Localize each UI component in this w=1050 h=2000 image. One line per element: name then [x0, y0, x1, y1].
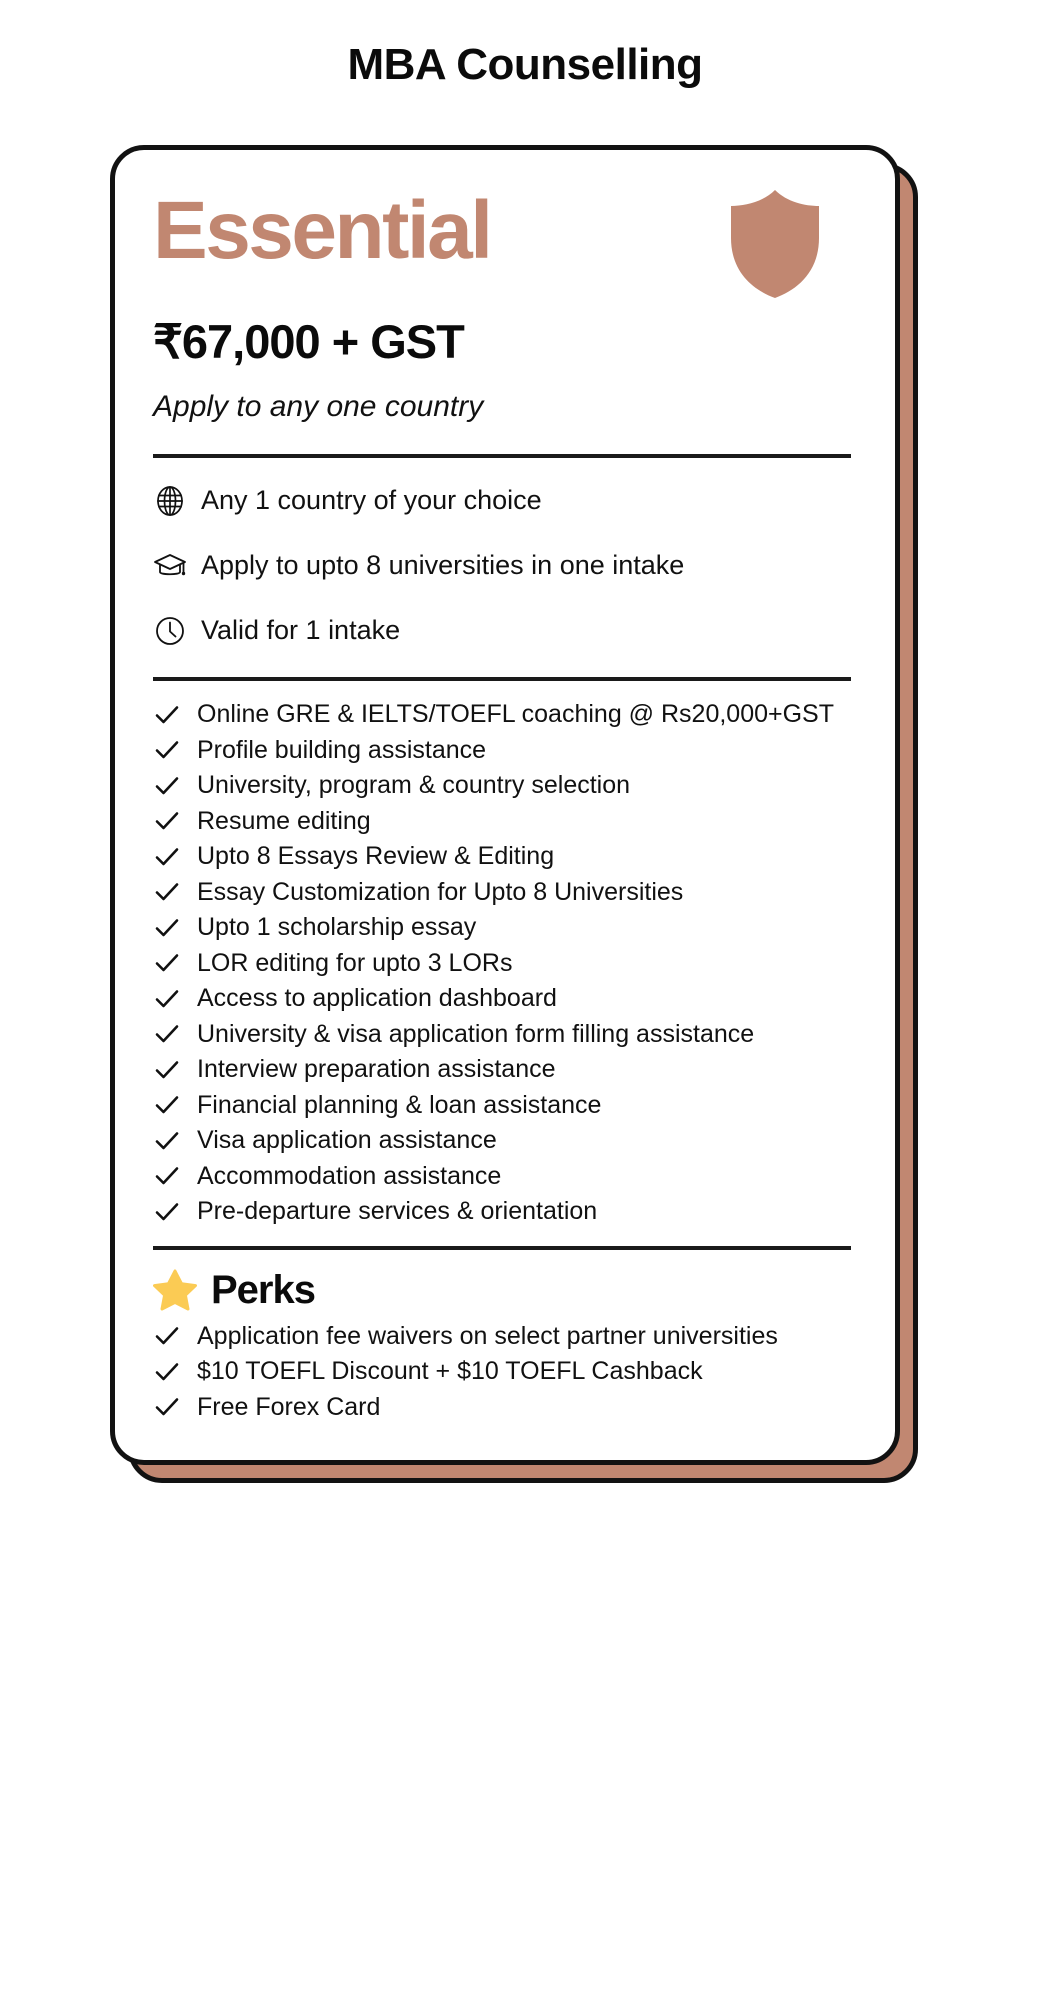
highlight-row-country [153, 468, 857, 533]
check-icon [153, 1322, 181, 1350]
pricing-card-wrapper [110, 145, 910, 1475]
check-icon [153, 878, 181, 906]
check-icon [153, 985, 181, 1013]
check-icon [153, 1393, 181, 1421]
feature-label: Access to application dashboard [197, 984, 557, 1013]
perks-header [153, 1268, 857, 1313]
perk-label: $10 TOEFL Discount + $10 TOEFL Cashback [197, 1357, 703, 1386]
feature-label: Accommodation assistance [197, 1161, 502, 1190]
perk-label: Free Forex Card [197, 1392, 381, 1421]
check-icon [153, 1091, 181, 1119]
feature-list [153, 681, 857, 1230]
check-icon [153, 772, 181, 800]
feature-row [153, 1017, 857, 1053]
feature-label: University & visa application form filling assistance [197, 1019, 755, 1048]
feature-label: Essay Customization for Upto 8 Universities [197, 877, 684, 906]
page-title: MBA Counselling [347, 40, 703, 89]
globe-icon [153, 484, 187, 518]
feature-row [153, 768, 857, 804]
divider-perks [153, 1246, 851, 1250]
highlight-label: Apply to upto 8 universities in one intake [201, 550, 685, 580]
feature-row [153, 1159, 857, 1195]
feature-row [153, 804, 857, 840]
highlight-list [153, 458, 857, 663]
perk-label: Application fee waivers on select partner universities [197, 1321, 778, 1350]
plan-subtitle: Apply to any one country [153, 390, 484, 423]
perk-row [153, 1354, 857, 1390]
check-icon [153, 1358, 181, 1386]
check-icon [153, 736, 181, 764]
check-icon [153, 949, 181, 977]
plan-header [153, 180, 857, 308]
clock-icon [153, 614, 187, 648]
feature-label: Profile building assistance [197, 735, 487, 764]
highlight-label: Valid for 1 intake [201, 615, 401, 645]
feature-label: Upto 8 Essays Review & Editing [197, 842, 555, 871]
perk-row [153, 1390, 857, 1426]
check-icon [153, 914, 181, 942]
pricing-card[interactable] [110, 145, 900, 1465]
check-icon [153, 1198, 181, 1226]
plan-price: ₹67,000 + GST [153, 315, 464, 368]
feature-label: Visa application assistance [197, 1126, 497, 1155]
feature-row [153, 1088, 857, 1124]
feature-label: Online GRE & IELTS/TOEFL coaching @ Rs20,000+GST [197, 700, 834, 729]
highlight-row-universities [153, 533, 857, 598]
feature-row [153, 839, 857, 875]
feature-row [153, 910, 857, 946]
highlight-label: Any 1 country of your choice [201, 485, 542, 515]
feature-label: Upto 1 scholarship essay [197, 913, 477, 942]
plan-name: Essential [153, 185, 491, 276]
feature-label: Interview preparation assistance [197, 1055, 556, 1084]
check-icon [153, 1056, 181, 1084]
feature-row [153, 733, 857, 769]
feature-row [153, 981, 857, 1017]
check-icon [153, 843, 181, 871]
feature-row [153, 1052, 857, 1088]
feature-label: LOR editing for upto 3 LORs [197, 948, 513, 977]
feature-label: Financial planning & loan assistance [197, 1090, 602, 1119]
check-icon [153, 807, 181, 835]
perks-title: Perks [211, 1267, 315, 1312]
perk-row [153, 1319, 857, 1355]
feature-row [153, 1194, 857, 1230]
check-icon [153, 1162, 181, 1190]
feature-row [153, 697, 857, 733]
graduation-cap-icon [153, 549, 187, 583]
feature-row [153, 1123, 857, 1159]
feature-row [153, 875, 857, 911]
check-icon [153, 1127, 181, 1155]
feature-label: Resume editing [197, 806, 371, 835]
check-icon [153, 701, 181, 729]
star-icon [153, 1268, 197, 1312]
shield-icon [729, 188, 821, 300]
highlight-row-validity [153, 598, 857, 663]
feature-label: Pre-departure services & orientation [197, 1197, 598, 1226]
feature-row [153, 946, 857, 982]
feature-label: University, program & country selection [197, 771, 631, 800]
check-icon [153, 1020, 181, 1048]
